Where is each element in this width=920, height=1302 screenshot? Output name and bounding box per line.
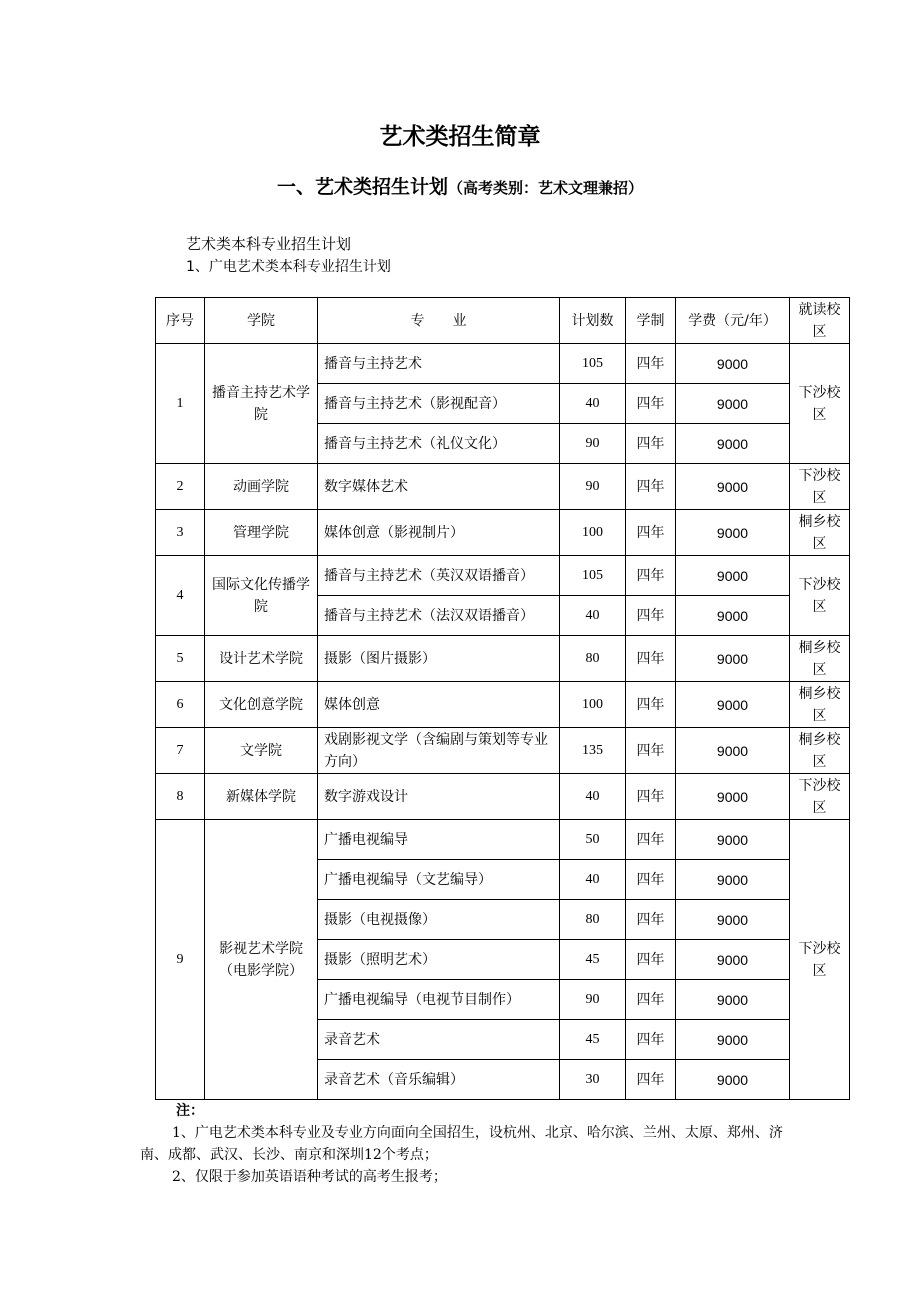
major-cell: 摄影（电视摄像） <box>318 900 560 940</box>
quota-cell: 105 <box>560 556 626 596</box>
fee-cell: 9000 <box>676 682 790 728</box>
quota-cell: 40 <box>560 596 626 636</box>
duration-cell: 四年 <box>626 464 676 510</box>
seq-cell: 5 <box>156 636 205 682</box>
section-heading-note: （高考类别：艺术文理兼招） <box>448 179 644 197</box>
quota-cell: 40 <box>560 860 626 900</box>
header-quota: 计划数 <box>560 298 626 344</box>
note-item: 1、广电艺术类本科专业及专业方向面向全国招生，设杭州、北京、哈尔滨、兰州、太原、郑州、济南、成都、武汉、长沙、南京和深圳12个考点； <box>140 1125 783 1163</box>
table-row <box>156 774 850 820</box>
quota-cell: 40 <box>560 384 626 424</box>
header-seq: 序号 <box>156 298 205 344</box>
duration-cell: 四年 <box>626 1060 676 1100</box>
college-cell: 国际文化传播学院 <box>205 556 318 636</box>
college-cell: 管理学院 <box>205 510 318 556</box>
major-cell: 媒体创意（影视制片） <box>318 510 560 556</box>
quota-cell: 90 <box>560 980 626 1020</box>
duration-cell: 四年 <box>626 384 676 424</box>
plan-title: 艺术类本科专业招生计划 <box>186 235 352 253</box>
header-college: 学院 <box>205 298 318 344</box>
seq-cell: 2 <box>156 464 205 510</box>
header-campus: 就读校区 <box>790 298 850 344</box>
quota-cell: 105 <box>560 344 626 384</box>
seq-cell: 9 <box>156 820 205 1100</box>
seq-cell: 8 <box>156 774 205 820</box>
quota-cell: 50 <box>560 820 626 860</box>
fee-cell: 9000 <box>676 820 790 860</box>
campus-cell: 桐乡校区 <box>790 636 850 682</box>
major-cell: 广播电视编导 <box>318 820 560 860</box>
seq-cell: 6 <box>156 682 205 728</box>
duration-cell: 四年 <box>626 728 676 774</box>
major-cell: 广播电视编导（文艺编导） <box>318 860 560 900</box>
major-cell: 录音艺术 <box>318 1020 560 1060</box>
campus-cell: 下沙校区 <box>790 464 850 510</box>
table-row <box>156 464 850 510</box>
campus-cell: 下沙校区 <box>790 556 850 636</box>
fee-cell: 9000 <box>676 384 790 424</box>
major-cell: 数字媒体艺术 <box>318 464 560 510</box>
duration-cell: 四年 <box>626 344 676 384</box>
major-cell: 录音艺术（音乐编辑） <box>318 1060 560 1100</box>
fee-cell: 9000 <box>676 1020 790 1060</box>
major-cell: 摄影（照明艺术） <box>318 940 560 980</box>
quota-cell: 45 <box>560 940 626 980</box>
college-cell: 影视艺术学院（电影学院） <box>205 820 318 1100</box>
table-row <box>156 556 850 596</box>
fee-cell: 9000 <box>676 344 790 384</box>
seq-cell: 1 <box>156 344 205 464</box>
seq-cell: 7 <box>156 728 205 774</box>
quota-cell: 100 <box>560 510 626 556</box>
college-cell: 播音主持艺术学院 <box>205 344 318 464</box>
duration-cell: 四年 <box>626 510 676 556</box>
header-major: 专 业 <box>318 298 560 344</box>
duration-cell: 四年 <box>626 636 676 682</box>
major-cell: 广播电视编导（电视节目制作） <box>318 980 560 1020</box>
duration-cell: 四年 <box>626 900 676 940</box>
college-cell: 文化创意学院 <box>205 682 318 728</box>
fee-cell: 9000 <box>676 424 790 464</box>
table-row <box>156 728 850 774</box>
campus-cell: 下沙校区 <box>790 820 850 1100</box>
quota-cell: 45 <box>560 1020 626 1060</box>
major-cell: 播音与主持艺术（英汉双语播音） <box>318 556 560 596</box>
duration-cell: 四年 <box>626 980 676 1020</box>
college-cell: 动画学院 <box>205 464 318 510</box>
plan-subtitle: 1、广电艺术类本科专业招生计划 <box>186 259 391 275</box>
college-cell: 文学院 <box>205 728 318 774</box>
table-row <box>156 510 850 556</box>
campus-cell: 桐乡校区 <box>790 728 850 774</box>
quota-cell: 40 <box>560 774 626 820</box>
campus-cell: 桐乡校区 <box>790 510 850 556</box>
major-cell: 播音与主持艺术（影视配音） <box>318 384 560 424</box>
seq-cell: 3 <box>156 510 205 556</box>
fee-cell: 9000 <box>676 900 790 940</box>
duration-cell: 四年 <box>626 596 676 636</box>
campus-cell: 下沙校区 <box>790 344 850 464</box>
table-row <box>156 820 850 860</box>
major-cell: 播音与主持艺术（法汉双语播音） <box>318 596 560 636</box>
fee-cell: 9000 <box>676 728 790 774</box>
campus-cell: 下沙校区 <box>790 774 850 820</box>
fee-cell: 9000 <box>676 980 790 1020</box>
quota-cell: 80 <box>560 900 626 940</box>
quota-cell: 90 <box>560 424 626 464</box>
major-cell: 戏剧影视文学（含编剧与策划等专业方向） <box>318 728 560 774</box>
major-cell: 数字游戏设计 <box>318 774 560 820</box>
fee-cell: 9000 <box>676 556 790 596</box>
header-fee: 学费（元/年） <box>676 298 790 344</box>
fee-cell: 9000 <box>676 940 790 980</box>
duration-cell: 四年 <box>626 860 676 900</box>
fee-cell: 9000 <box>676 596 790 636</box>
duration-cell: 四年 <box>626 556 676 596</box>
section-heading-main: 一、艺术类招生计划 <box>276 176 448 198</box>
college-cell: 设计艺术学院 <box>205 636 318 682</box>
duration-cell: 四年 <box>626 424 676 464</box>
duration-cell: 四年 <box>626 820 676 860</box>
section-heading <box>0 172 920 199</box>
duration-cell: 四年 <box>626 1020 676 1060</box>
fee-cell: 9000 <box>676 464 790 510</box>
quota-cell: 80 <box>560 636 626 682</box>
quota-cell: 100 <box>560 682 626 728</box>
fee-cell: 9000 <box>676 510 790 556</box>
duration-cell: 四年 <box>626 774 676 820</box>
notes-label: 注： <box>176 1103 204 1119</box>
duration-cell: 四年 <box>626 940 676 980</box>
note-item: 2、仅限于参加英语语种考试的高考生报考； <box>172 1169 447 1185</box>
quota-cell: 90 <box>560 464 626 510</box>
seq-cell: 4 <box>156 556 205 636</box>
major-cell: 媒体创意 <box>318 682 560 728</box>
major-cell: 播音与主持艺术 <box>318 344 560 384</box>
fee-cell: 9000 <box>676 1060 790 1100</box>
document-title: 艺术类招生简章 <box>379 124 541 150</box>
table-row <box>156 682 850 728</box>
college-cell: 新媒体学院 <box>205 774 318 820</box>
fee-cell: 9000 <box>676 860 790 900</box>
header-duration: 学制 <box>626 298 676 344</box>
major-cell: 摄影（图片摄影） <box>318 636 560 682</box>
duration-cell: 四年 <box>626 682 676 728</box>
campus-cell: 桐乡校区 <box>790 682 850 728</box>
fee-cell: 9000 <box>676 636 790 682</box>
table-header-row <box>156 298 850 344</box>
table-body <box>156 344 850 1100</box>
notes <box>140 1100 790 1188</box>
quota-cell: 135 <box>560 728 626 774</box>
major-cell: 播音与主持艺术（礼仪文化） <box>318 424 560 464</box>
fee-cell: 9000 <box>676 774 790 820</box>
enrollment-plan-table <box>155 297 850 1100</box>
table-row <box>156 636 850 682</box>
quota-cell: 30 <box>560 1060 626 1100</box>
table-row <box>156 344 850 384</box>
